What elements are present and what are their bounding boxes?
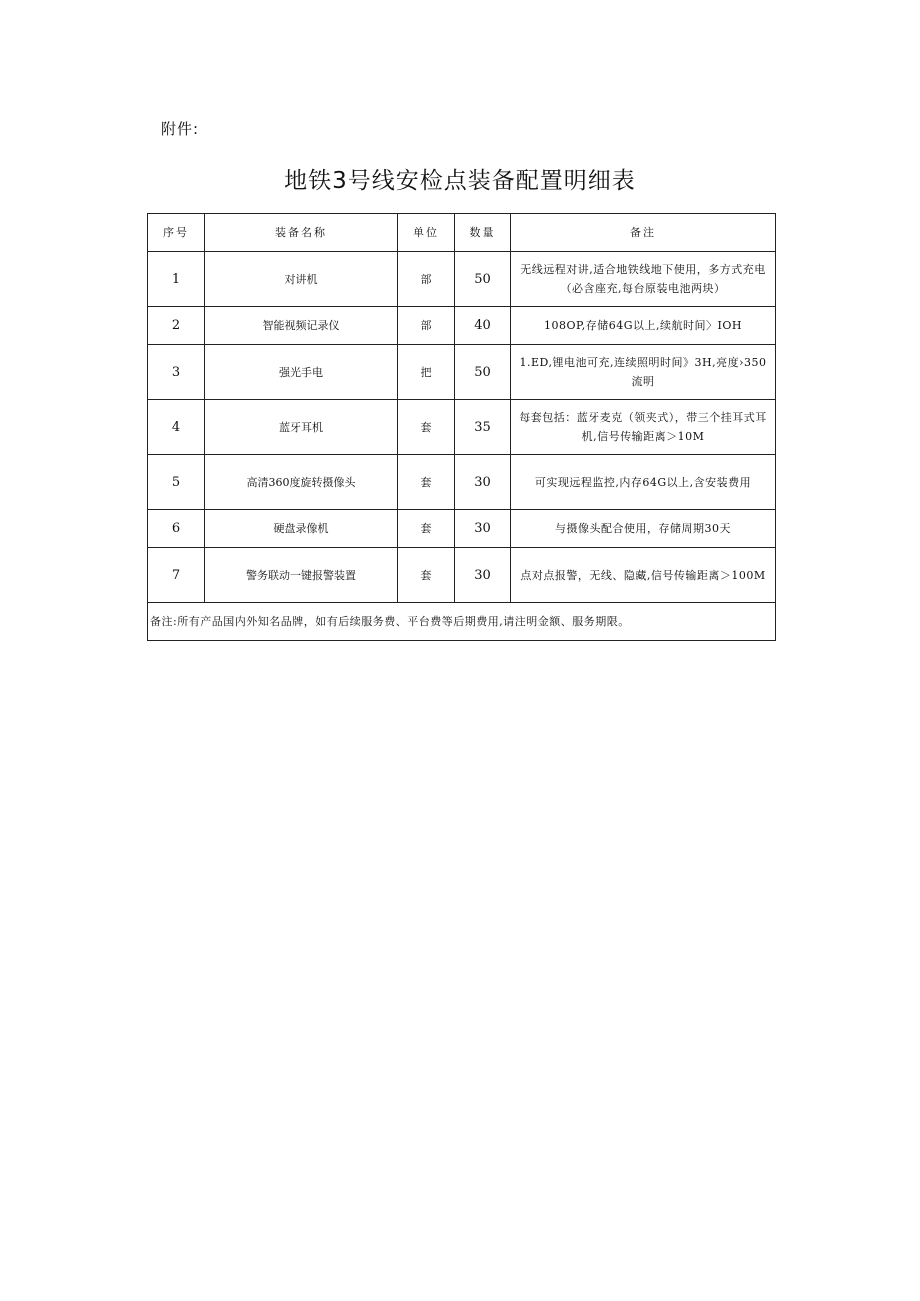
cell-name: 硬盘录像机 [205, 510, 398, 548]
header-unit: 单位 [398, 214, 455, 252]
cell-name: 对讲机 [205, 252, 398, 307]
table-header-row [148, 214, 776, 252]
cell-unit: 把 [398, 345, 455, 400]
table-row [148, 548, 776, 603]
cell-remark: 可实现远程监控,内存64G以上,含安装费用 [511, 455, 776, 510]
document-title: 地铁3号线安检点装备配置明细表 [284, 168, 636, 194]
cell-no: 1 [148, 252, 205, 307]
table-row [148, 252, 776, 307]
header-no: 序号 [148, 214, 205, 252]
cell-unit: 部 [398, 307, 455, 345]
cell-name: 强光手电 [205, 345, 398, 400]
header-qty: 数量 [455, 214, 511, 252]
footnote-row [148, 603, 776, 641]
attachment-label: 附件: [161, 120, 200, 138]
table-row [148, 455, 776, 510]
cell-qty: 50 [455, 345, 511, 400]
cell-remark: 点对点报警，无线、隐藏,信号传输距离＞100M [511, 548, 776, 603]
cell-remark: 每套包括：蓝牙麦克（领夹式），带三个挂耳式耳机,信号传输距离＞10M [511, 400, 776, 455]
cell-no: 6 [148, 510, 205, 548]
cell-remark: 与摄像头配合使用，存储周期30天 [511, 510, 776, 548]
table-row [148, 307, 776, 345]
cell-qty: 35 [455, 400, 511, 455]
table-row [148, 345, 776, 400]
equipment-table [147, 213, 776, 641]
cell-qty: 50 [455, 252, 511, 307]
cell-remark: 1.ED,锂电池可充,连续照明时间》3H,亮度›350流明 [511, 345, 776, 400]
header-remark: 备注 [511, 214, 776, 252]
cell-name: 警务联动一键报警装置 [205, 548, 398, 603]
cell-unit: 套 [398, 400, 455, 455]
cell-no: 3 [148, 345, 205, 400]
cell-no: 5 [148, 455, 205, 510]
cell-name: 高清360度旋转摄像头 [205, 455, 398, 510]
header-name: 装备名称 [205, 214, 398, 252]
cell-unit: 套 [398, 548, 455, 603]
cell-no: 4 [148, 400, 205, 455]
table-row [148, 510, 776, 548]
cell-name: 智能视频记录仪 [205, 307, 398, 345]
cell-unit: 套 [398, 455, 455, 510]
table-footnote: 备注:所有产品国内外知名品牌，如有后续服务费、平台费等后期费用,请注明金额、服务期限。 [148, 603, 776, 641]
cell-name: 蓝牙耳机 [205, 400, 398, 455]
cell-unit: 部 [398, 252, 455, 307]
cell-qty: 40 [455, 307, 511, 345]
cell-qty: 30 [455, 510, 511, 548]
cell-qty: 30 [455, 548, 511, 603]
cell-unit: 套 [398, 510, 455, 548]
cell-no: 7 [148, 548, 205, 603]
table-row [148, 400, 776, 455]
cell-no: 2 [148, 307, 205, 345]
cell-remark: 108OP,存储64G以上,续航时间〉IOH [511, 307, 776, 345]
cell-remark: 无线远程对讲,适合地铁线地下使用，多方式充电（必含座充,每台原装电池两块） [511, 252, 776, 307]
cell-qty: 30 [455, 455, 511, 510]
